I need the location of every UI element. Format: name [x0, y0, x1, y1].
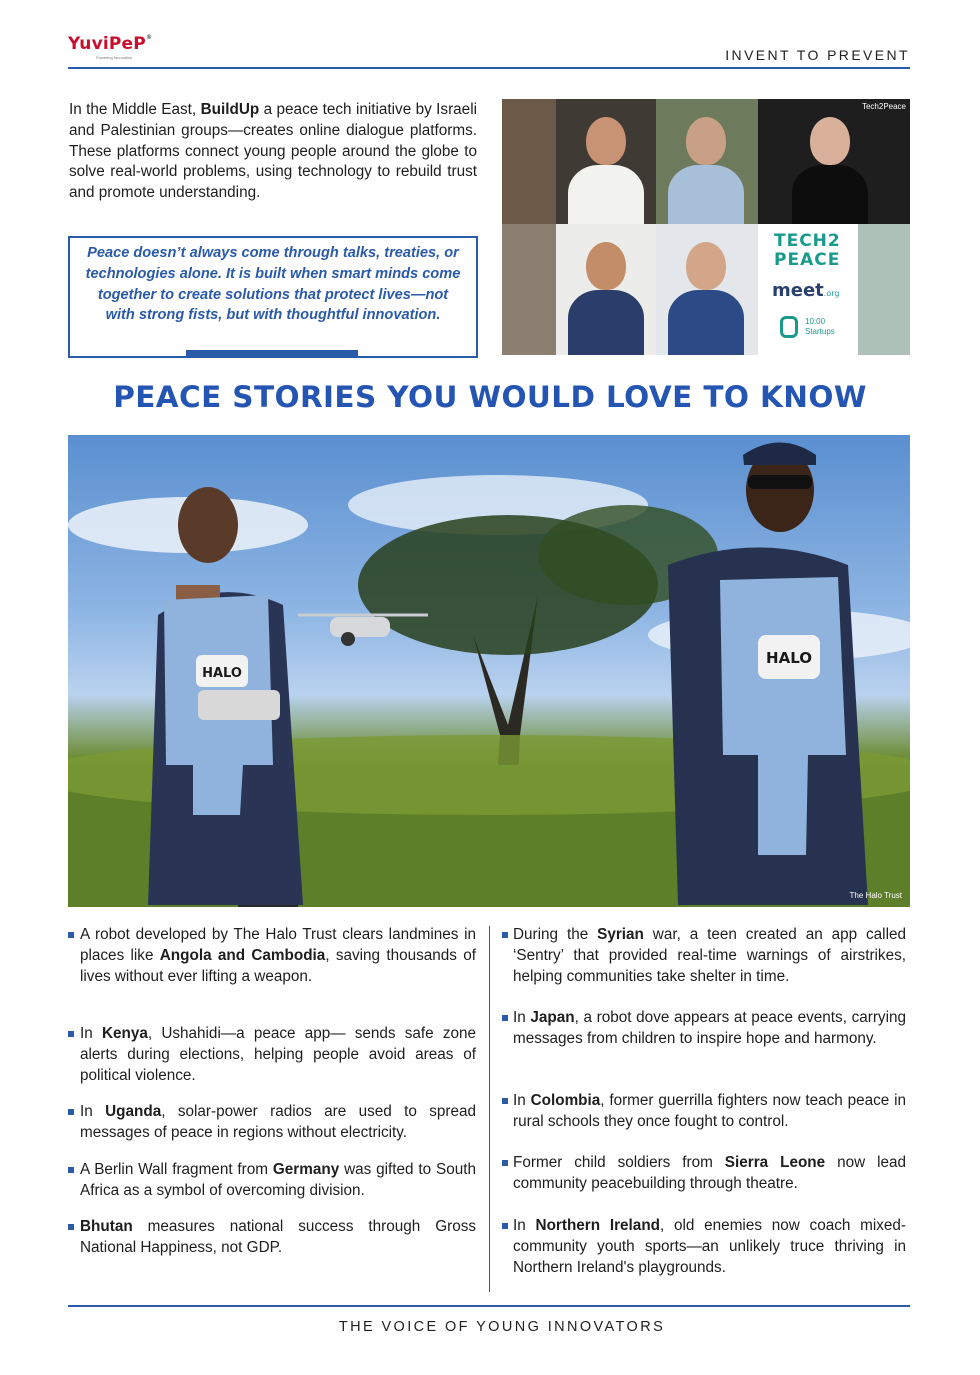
- hero-illustration: [68, 435, 910, 907]
- intro-paragraph: [69, 100, 477, 204]
- portrait-photo: [656, 99, 758, 224]
- footer-divider: [68, 1305, 910, 1307]
- story-item: [513, 925, 906, 987]
- story-text: , former guerrilla fighters now teach peace in rural schools they once fought to control.: [513, 1092, 906, 1130]
- story-item: [80, 1024, 476, 1086]
- drone-controller: [198, 690, 280, 720]
- story-highlight: Northern Ireland: [535, 1217, 661, 1234]
- tech2peace-logo: [774, 232, 841, 270]
- story-text: Former child soldiers from: [513, 1154, 725, 1171]
- story-bullet: [502, 932, 508, 938]
- meet-logo: [772, 280, 839, 301]
- startups-logo-icon: [780, 316, 798, 338]
- story-bullet: [68, 1167, 74, 1173]
- partner-logos: [758, 224, 858, 355]
- portrait-face: [686, 242, 726, 290]
- portrait-photo: [556, 99, 656, 224]
- right-person-glasses: [748, 475, 812, 489]
- story-highlight: Kenya: [101, 1025, 148, 1042]
- story-text: now lead community peacebuilding through theatre.: [513, 1154, 907, 1192]
- portrait-photo: [556, 224, 656, 355]
- portrait-shirt: [668, 290, 744, 355]
- story-highlight: Syrian: [597, 926, 644, 943]
- portrait-shirt: [568, 165, 644, 224]
- left-person-head: [178, 487, 238, 563]
- story-highlight: Uganda: [105, 1103, 162, 1120]
- story-item: [513, 1216, 906, 1278]
- story-item: [80, 1217, 476, 1259]
- story-highlight: Angola and Cambodia: [159, 946, 326, 964]
- header-divider: [68, 67, 910, 69]
- drone-body: [330, 617, 390, 637]
- footer-tagline: THE VOICE OF YOUNG INNOVATORS: [338, 1319, 666, 1335]
- hero-photo-deminers-with-drone: [68, 435, 910, 907]
- story-text: In: [513, 1092, 531, 1109]
- story-highlight: Germany: [272, 1161, 340, 1178]
- story-bullet: [502, 1098, 508, 1104]
- intro-text-start: In the Middle East,: [69, 101, 201, 118]
- story-highlight: Colombia: [530, 1092, 601, 1109]
- story-item: [513, 1091, 906, 1133]
- hero-photo-credit: The Halo Trust: [849, 891, 902, 900]
- story-text: , saving thousands of lives without ever lifting a weapon.: [80, 946, 476, 985]
- photo-tile-edge: [502, 224, 556, 355]
- startups-logo-line1: 10:00: [805, 317, 826, 326]
- story-bullet: [502, 1223, 508, 1229]
- portrait-shirt: [668, 165, 744, 224]
- story-text: During the: [513, 926, 598, 943]
- story-text: measures national success through Gross National Happiness, not GDP.: [80, 1218, 476, 1256]
- story-bullet: [68, 1109, 74, 1115]
- photo-tile-edge: [858, 224, 910, 355]
- story-item: [513, 1153, 906, 1195]
- photo-credit: Tech2Peace: [861, 102, 906, 111]
- meet-logo-suffix: .org: [823, 289, 840, 298]
- portrait-face: [586, 117, 626, 165]
- quote-box: [68, 236, 478, 358]
- story-text: , a robot dove appears at peace events, carrying messages from children to inspire hope and harmony.: [513, 1009, 906, 1047]
- section-title: PEACE STORIES YOU WOULD LOVE TO KNOW: [113, 380, 867, 414]
- brand-logo-subtitle: Powering Innovation: [96, 55, 133, 60]
- story-highlight: Sierra Leone: [724, 1154, 826, 1171]
- story-bullet: [68, 932, 74, 938]
- story-text: In: [80, 1103, 106, 1120]
- story-item: [513, 1008, 906, 1050]
- portrait-photo: [758, 99, 910, 224]
- portrait-face: [686, 117, 726, 165]
- story-bullet: [68, 1224, 74, 1230]
- story-text: A Berlin Wall fragment from: [80, 1161, 273, 1178]
- story-bullet: [68, 1031, 74, 1037]
- portrait-photo: [656, 224, 758, 355]
- story-item: [80, 925, 476, 987]
- story-item: [80, 1160, 476, 1202]
- quote-text: Peace doesn’t always come through talks, treaties, or technologies alone. It is built when smart minds come together to create solutions that protect lives—not with strong fists, but with thoughtful innovation.: [85, 245, 461, 324]
- story-item: [80, 1102, 476, 1144]
- startups-logo: [805, 317, 835, 337]
- portrait-face: [810, 117, 850, 165]
- drone-camera: [341, 632, 355, 646]
- column-divider: [489, 926, 490, 1292]
- photo-tile-edge: [502, 99, 556, 224]
- people-photo-grid: [502, 99, 910, 355]
- left-vest-label: HALO: [202, 666, 242, 681]
- brand-logo: [68, 34, 152, 54]
- portrait-face: [586, 242, 626, 290]
- story-bullet: [502, 1160, 508, 1166]
- meet-logo-text: meet: [772, 280, 824, 301]
- brand-logo-text: YuviPeP: [68, 34, 146, 54]
- intro-highlight: BuildUp: [200, 101, 260, 118]
- right-vest-label: HALO: [766, 649, 812, 667]
- story-text: , old enemies now coach mixed-community youth sports—an unlikely truce thriving in Northern Ireland's playgrounds.: [513, 1217, 907, 1276]
- story-text: , solar-power radios are used to spread messages of peace in regions without electricity.: [80, 1103, 476, 1141]
- portrait-shirt: [568, 290, 644, 355]
- story-bullet: [502, 1015, 508, 1021]
- story-text: A robot developed by The Halo Trust clears landmines in places like: [80, 926, 476, 964]
- tech2peace-logo-line2: PEACE: [774, 250, 841, 270]
- intro-text-rest: a peace tech initiative by Israeli and Palestinian groups—creates online dialogue platforms. These platforms connect young people around the globe to solve real-world problems, using technology to rebuild trust and promote understanding.: [69, 101, 477, 202]
- story-text: In: [513, 1009, 531, 1026]
- story-highlight: Japan: [530, 1009, 575, 1026]
- story-text: war, a teen created an app called ‘Sentry’ that provided real-time warnings of airstrikes, helping communities take shelter in time.: [513, 926, 906, 985]
- story-text: In: [513, 1217, 536, 1234]
- tech2peace-logo-line1: TECH2: [774, 231, 841, 251]
- brand-logo-mark: ®: [145, 34, 153, 41]
- quote-accent-bar: [186, 350, 358, 358]
- story-text: In: [80, 1025, 102, 1042]
- portrait-shirt: [792, 165, 868, 224]
- story-text: was gifted to South Africa as a symbol of overcoming division.: [80, 1161, 476, 1199]
- header-tagline: INVENT TO PREVENT: [725, 47, 910, 63]
- story-highlight: Bhutan: [80, 1218, 133, 1235]
- right-person-cap: [743, 443, 816, 466]
- story-text: , Ushahidi—a peace app— sends safe zone alerts during elections, helping people avoid areas of political violence.: [80, 1025, 476, 1084]
- startups-logo-line2: Startups: [805, 327, 835, 336]
